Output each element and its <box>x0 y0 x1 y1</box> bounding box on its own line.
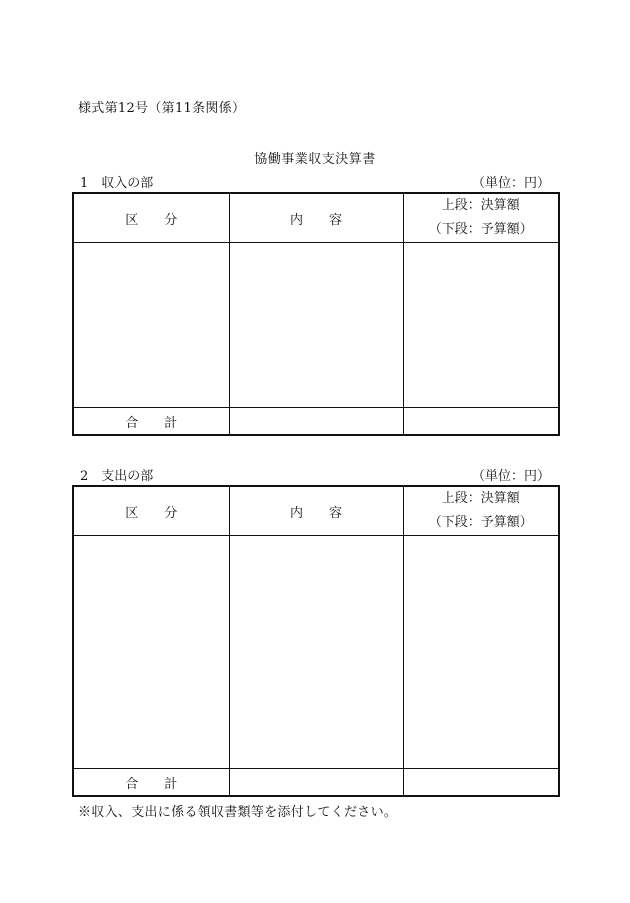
expense-total-content-cell[interactable] <box>229 769 403 797</box>
expense-amount-upper-label: 上段：決算額 <box>441 491 520 506</box>
income-category-header: 区 分 <box>73 193 229 243</box>
expense-total-amount-cell[interactable] <box>403 769 559 797</box>
expense-amount-lower-label: （下段：予算額） <box>428 515 533 530</box>
expense-category-cell[interactable] <box>73 536 229 769</box>
income-category-cell[interactable] <box>73 243 229 408</box>
expense-table <box>72 485 560 797</box>
income-amount-cell[interactable] <box>403 243 559 408</box>
form-number: 様式第12号（第11条関係） <box>78 101 246 116</box>
document-title: 協働事業収支決算書 <box>254 152 376 167</box>
income-total-amount-cell[interactable] <box>403 408 559 436</box>
expense-table-header-row <box>73 486 559 536</box>
income-section-heading: 1 収入の部 <box>80 176 154 191</box>
income-table-header-row <box>73 193 559 243</box>
income-content-cell[interactable] <box>229 243 403 408</box>
expense-content-cell[interactable] <box>229 536 403 769</box>
income-total-label: 合 計 <box>73 408 229 436</box>
income-entry-row <box>73 243 559 408</box>
expense-amount-cell[interactable] <box>403 536 559 769</box>
expense-total-label: 合 計 <box>73 769 229 797</box>
expense-section-heading: 2 支出の部 <box>80 469 154 484</box>
income-unit-label: （単位：円） <box>471 176 550 191</box>
expense-entry-row <box>73 536 559 769</box>
income-total-content-cell[interactable] <box>229 408 403 436</box>
income-amount-lower-label: （下段：予算額） <box>428 222 533 237</box>
income-total-row <box>73 408 559 436</box>
expense-content-header: 内 容 <box>229 486 403 536</box>
income-content-header: 内 容 <box>229 193 403 243</box>
attachment-note: ※収入、支出に係る領収書類等を添付してください。 <box>78 805 398 820</box>
income-table <box>72 192 560 436</box>
expense-category-header: 区 分 <box>73 486 229 536</box>
expense-amount-header <box>403 486 559 536</box>
income-amount-upper-label: 上段：決算額 <box>441 198 520 213</box>
income-amount-header <box>403 193 559 243</box>
expense-total-row <box>73 769 559 797</box>
expense-unit-label: （単位：円） <box>471 469 550 484</box>
